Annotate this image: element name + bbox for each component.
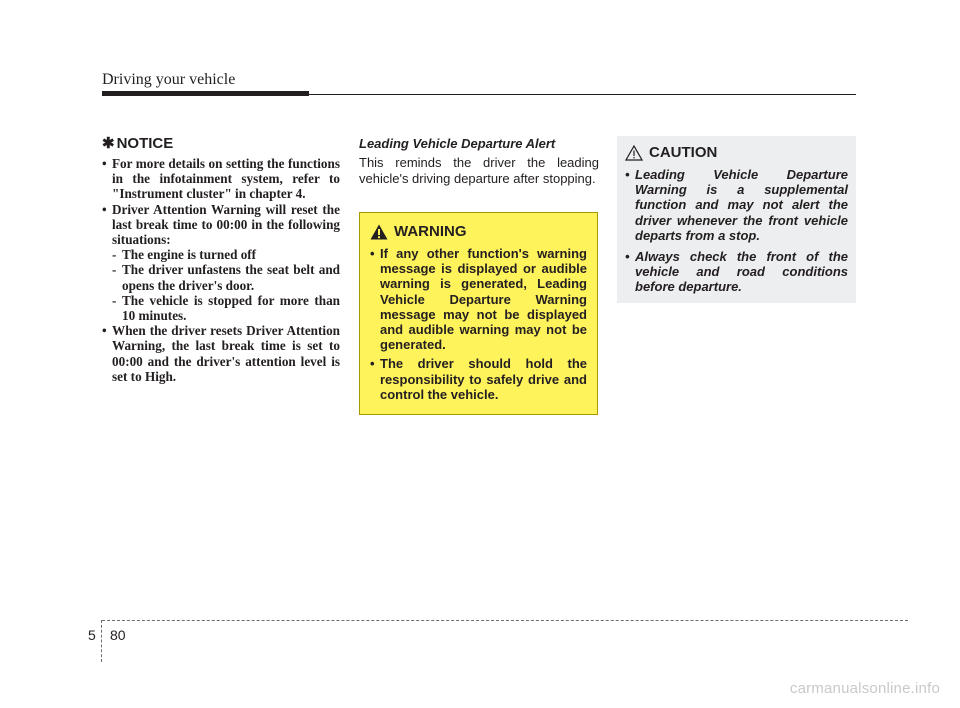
bullet-dot: • (102, 156, 107, 171)
footer-dashed-divider (101, 620, 102, 662)
warning-box (359, 212, 598, 415)
notice-heading (102, 134, 340, 152)
notice-sub-text: The driver unfastens the seat belt and opens the driver's door. (122, 262, 340, 293)
notice-sublist (112, 247, 340, 323)
bullet-dot: • (625, 249, 630, 265)
caution-item (625, 167, 848, 243)
main-section (359, 136, 599, 186)
caution-item (625, 249, 848, 295)
notice-bullet (102, 323, 340, 384)
bullet-dot: • (102, 323, 107, 339)
notice-list (102, 156, 340, 384)
bullet-dot: • (370, 356, 375, 372)
sub-dash: - (112, 247, 117, 263)
notice-sub-item (112, 262, 340, 292)
notice-bullet (102, 156, 340, 202)
watermark: carmanualsonline.info (789, 680, 940, 697)
sub-dash: - (112, 262, 117, 278)
warning-item-text: If any other function's warning message is displayed or audible warning is generated, Leading Vehicle Departure Warning message may not be displayed and audible warning may not be generated. (380, 246, 587, 353)
notice-sub-text: The vehicle is stopped for more than 10 minutes. (122, 292, 340, 324)
caution-title: CAUTION (649, 144, 718, 161)
notice-bullet (102, 202, 340, 324)
caution-item-text: Leading Vehicle Departure Warning is a supplemental function and may not alert the driver whenever the front vehicle departs from a stop. (635, 167, 848, 243)
notice-sub-item (112, 247, 340, 262)
notice-section (102, 134, 340, 384)
main-heading: Leading Vehicle Departure Alert (359, 136, 556, 151)
warning-list (370, 246, 587, 402)
notice-bullet-text: For more details on setting the functions in the infotainment system, refer to "Instrument cluster" in chapter 4. (112, 156, 340, 202)
page-number: 80 (110, 627, 126, 643)
caution-header (625, 144, 848, 161)
notice-sub-item (112, 293, 340, 323)
asterisk-icon: ✱ (102, 135, 115, 152)
notice-sub-text: The engine is turned off (122, 247, 257, 263)
notice-bullet-text: Driver Attention Warning will reset the last break time to 00:00 in the following situations: (112, 201, 340, 248)
warning-triangle-icon (370, 224, 388, 240)
bullet-dot: • (625, 167, 630, 182)
header-rule-thick (102, 91, 309, 96)
section-title: Driving your vehicle (102, 71, 236, 88)
bullet-dot: • (102, 201, 107, 217)
sub-dash: - (112, 292, 117, 308)
footer-dashed-rule (102, 620, 908, 621)
notice-heading-label: NOTICE (116, 134, 174, 152)
warning-item (370, 356, 587, 402)
main-body: This reminds the driver the leading vehicle's driving departure after stopping. (359, 155, 599, 186)
warning-item (370, 246, 587, 352)
caution-triangle-icon (625, 145, 643, 161)
chapter-number: 5 (88, 627, 96, 643)
warning-item-text: The driver should hold the responsibility to safely drive and control the vehicle. (380, 356, 587, 402)
bullet-dot: • (370, 246, 375, 261)
caution-box (617, 136, 856, 303)
caution-item-text: Always check the front of the vehicle and road conditions before departure. (635, 249, 848, 295)
header-rule-thin (309, 94, 856, 95)
warning-title: WARNING (394, 223, 467, 240)
caution-list (625, 167, 848, 295)
warning-header (370, 223, 587, 240)
notice-bullet-text: When the driver resets Driver Attention Warning, the last break time is set to 00:00 and the driver's attention level is set to High. (112, 323, 340, 384)
